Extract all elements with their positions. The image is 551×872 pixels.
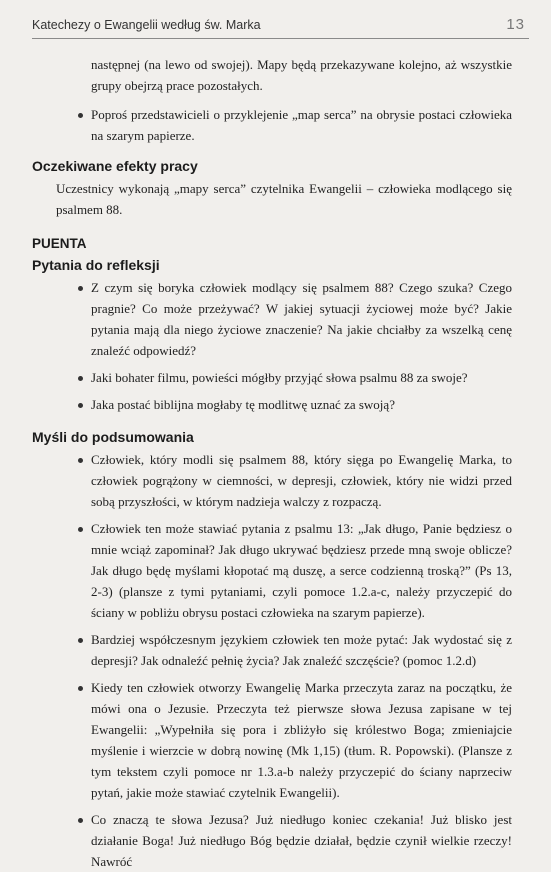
list-item bbox=[32, 629, 512, 671]
list-item bbox=[32, 394, 512, 415]
list-item bbox=[32, 449, 512, 512]
list-item bbox=[32, 104, 512, 146]
reflection-list bbox=[32, 277, 512, 415]
bullet-icon bbox=[78, 686, 83, 691]
bullet-icon bbox=[78, 286, 83, 291]
list-item-text: Jaka postać biblijna mogłaby tę modlitwę uznać za swoją? bbox=[91, 397, 395, 412]
bullet-icon bbox=[78, 818, 83, 823]
list-item-text: Człowiek, który modli się psalmem 88, który sięga po Ewangelię Marka, to człowiek pogrążony w ciemności, w depresji, człowiek, który nie widzi przed sobą przyszłości, w którym nadzieja walczy z rozpaczą. bbox=[91, 452, 512, 509]
page-number: 13 bbox=[506, 16, 525, 33]
expected-text: Uczestnicy wykonają „mapy serca” czytelnika Ewangelii – człowieka modlącego się psalmem 88. bbox=[56, 181, 512, 217]
list-item-text: następnej (na lewo od swojej). Mapy będą przekazywane kolejno, aż wszystkie grupy obejrzą prace pozostałych. bbox=[91, 57, 512, 93]
section-heading-expected: Oczekiwane efekty pracy bbox=[32, 158, 198, 174]
list-item-text: Kiedy ten człowiek otworzy Ewangelię Marka przeczyta zaraz na początku, że mówi ona o Jezusie. Przeczyta też pierwsze słowa Jezusa zapisane w tej Ewangelii: „Wypełniła się pora i zbliżyło się królestwo Boga; zmieniajcie myślenie i wierzcie w dobrą nowinę (Mk 1,15) (tłum. R. Popowski). (Plansze z tym tekstem czyli pomoce nr 1.3.a-b należy przyczepić do ściany naprzeciw pytań, jakie może stawiać czytelnik Ewangelii). bbox=[91, 680, 512, 800]
top-list bbox=[32, 54, 512, 146]
list-item bbox=[32, 54, 512, 96]
list-item bbox=[32, 809, 512, 872]
list-item-text: Poproś przedstawicieli o przyklejenie „map serca” na obrysie postaci człowieka na szarym papierze. bbox=[91, 107, 512, 143]
puenta-heading: PUENTA bbox=[32, 236, 87, 251]
summary-heading: Myśli do podsumowania bbox=[32, 429, 194, 445]
list-item-text: Jaki bohater filmu, powieści mógłby przyjąć słowa psalmu 88 za swoje? bbox=[91, 370, 468, 385]
page-content bbox=[32, 54, 512, 872]
bullet-icon bbox=[78, 527, 83, 532]
list-item-text: Bardziej współczesnym językiem człowiek ten może pytać: Jak wydostać się z depresji? Jak odnaleźć pełnię życia? Jak znaleźć szczęście? (pomoc 1.2.d) bbox=[91, 632, 512, 668]
list-item-text: Co znaczą te słowa Jezusa? Już niedługo koniec czekania! Już blisko jest działanie Boga! Już niedługo Bóg będzie działał, będzie czynił wielkie rzeczy! Nawróć bbox=[91, 812, 512, 869]
reflection-heading: Pytania do refleksji bbox=[32, 257, 160, 273]
bullet-icon bbox=[78, 403, 83, 408]
list-item-text: Z czym się boryka człowiek modlący się psalmem 88? Czego szuka? Czego pragnie? Co może przeżywać? W jakiej sytuacji życiowej może być? Jakie pytania mają dla niego życiowe znaczenie? Na jakie chciałby za wszelką cenę znaleźć odpowiedź? bbox=[91, 280, 512, 358]
summary-list bbox=[32, 449, 512, 872]
running-header bbox=[32, 14, 529, 39]
list-item bbox=[32, 677, 512, 803]
bullet-icon bbox=[78, 113, 83, 118]
list-item bbox=[32, 277, 512, 361]
list-item bbox=[32, 518, 512, 623]
bullet-icon bbox=[78, 376, 83, 381]
running-title: Katechezy o Ewangelii według św. Marka bbox=[32, 18, 261, 32]
list-item bbox=[32, 367, 512, 388]
bullet-icon bbox=[78, 458, 83, 463]
list-item-text: Człowiek ten może stawiać pytania z psalmu 13: „Jak długo, Panie będziesz o mnie wciąż zapominał? Jak długo ukrywać będziesz przede mną swoje oblicze? Jak długo będę myślami kłopotać mą duszę, a serce codzienną troską?” (Ps 13, 2-3) (plansze z tymi pytaniami, czyli pomoce 1.2.a-c, należy przyczepić do ściany w pobliżu obrysu postaci człowieka na szarym papierze). bbox=[91, 521, 512, 620]
bullet-icon bbox=[78, 638, 83, 643]
